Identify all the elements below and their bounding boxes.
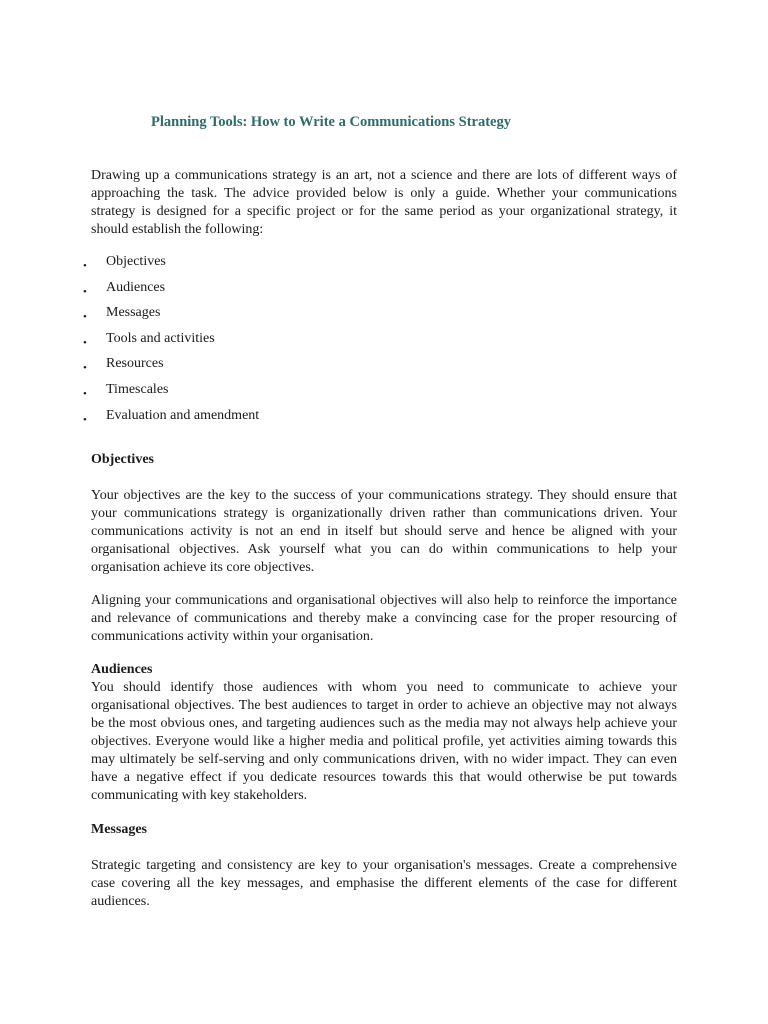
document-title: Planning Tools: How to Write a Communications Strategy xyxy=(151,114,511,130)
bullet-icon: • xyxy=(83,260,87,272)
objectives-paragraph-1: Your objectives are the key to the success of your communications strategy. They should ensure that your communications strategy is organizationally driven rather than communications driven. Your communications activity is not an end in itself but should serve and hence be aligned with your organisational objectives. Ask yourself what you can do within communications to help your organisation achieve its core objectives. xyxy=(91,488,677,575)
intro-paragraph: Drawing up a communications strategy is an art, not a science and there are lots of different ways of approaching the task. The advice provided below is only a guide. Whether your communications strategy is designed for a specific project or for the same period as your organizational strategy, it should establish the following: xyxy=(91,168,677,237)
bullet-icon: • xyxy=(83,311,87,324)
list-item-label: Messages xyxy=(106,305,161,321)
bullet-icon: • xyxy=(83,285,87,298)
audiences-paragraph: You should identify those audiences with whom you need to communicate to achieve your organisational objectives. The best audiences to target in order to achieve an objective may not always be the most obvious ones, and targeting audiences such as the media may not always help achieve your objectives. Everyone would like a higher media and political profile, yet activities aiming towards this may ultimately be self-serving and only communications driven, with no wider impact. They can even have a negative effect if you dedicate resources towards this that would otherwise be put towards communicating with key stakeholders. xyxy=(91,680,677,803)
bullet-icon: • xyxy=(83,336,87,349)
audiences-heading: Audiences xyxy=(91,662,153,677)
objectives-paragraph-2: Aligning your communications and organisational objectives will also help to reinforce the importance and relevance of communications and thereby make a convincing case for the proper resourcing of communications activity within your organisation. xyxy=(91,593,677,644)
messages-paragraph: Strategic targeting and consistency are key to your organisation's messages. Create a comprehensive case covering all the key messages, and emphasise the different elements of the case for different audiences. xyxy=(91,858,677,909)
objectives-heading: Objectives xyxy=(91,452,154,467)
bullet-icon: • xyxy=(83,413,87,426)
bullet-icon: • xyxy=(83,387,87,400)
list-item-label: Timescales xyxy=(106,381,169,397)
list-item-label: Audiences xyxy=(106,279,166,295)
list-item-label: Tools and activities xyxy=(106,330,215,346)
list-item-label: Objectives xyxy=(106,254,166,269)
list-item-label: Resources xyxy=(106,356,164,372)
messages-heading: Messages xyxy=(91,822,147,837)
list-item-label: Evaluation and amendment xyxy=(106,407,260,423)
bullet-icon: • xyxy=(83,362,87,375)
